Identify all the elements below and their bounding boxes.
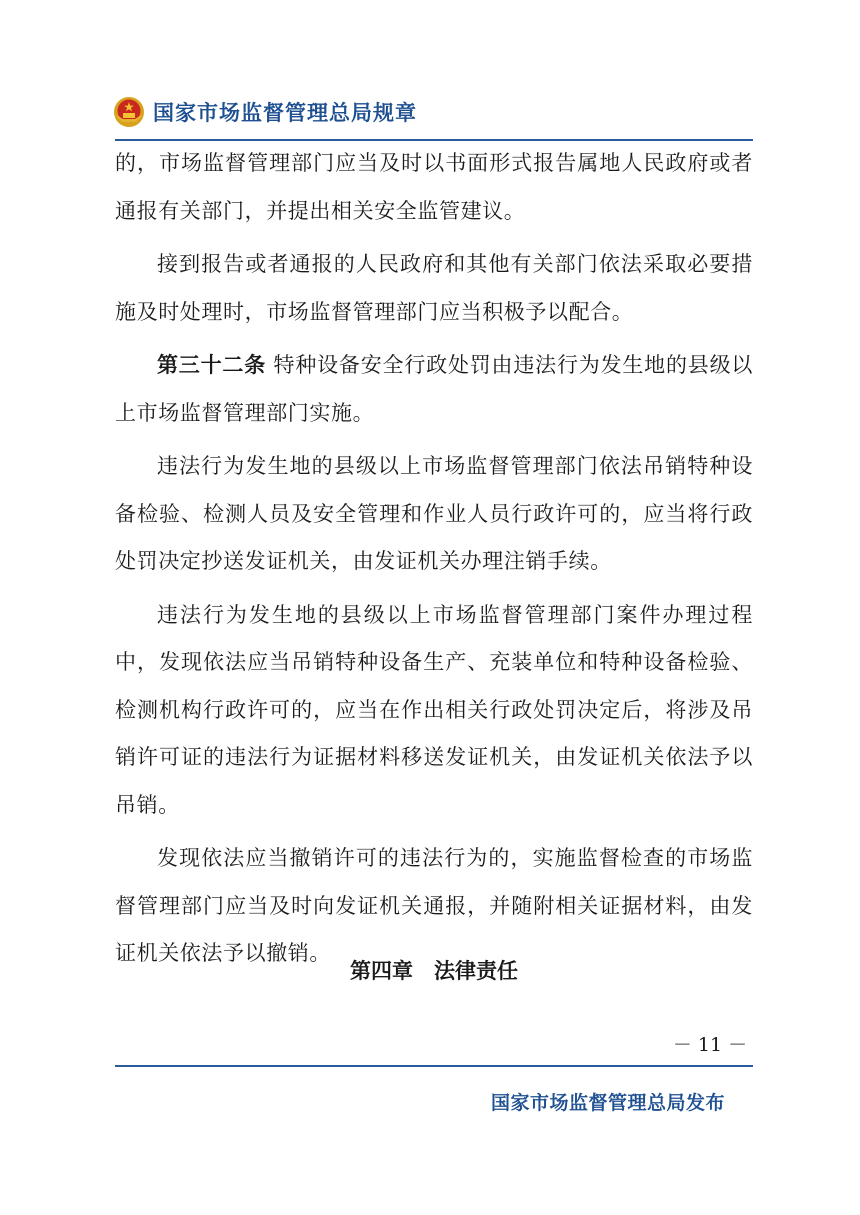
chapter-heading: 第四章 法律责任 <box>350 959 518 983</box>
article-text: 特种设备安全行政处罚由违法行为发生地的县级以上市场监督管理部门实施。 <box>115 353 753 425</box>
header-title: 国家市场监督管理总局规章 <box>153 101 417 125</box>
article-32 <box>115 342 753 437</box>
paragraph-continuation: 的，市场监督管理部门应当及时以书面形式报告属地人民政府或者通报有关部门，并提出相关安全监管建议。 <box>115 151 753 223</box>
footer-divider <box>115 1065 753 1067</box>
national-emblem-icon <box>113 96 145 128</box>
paragraph: 违法行为发生地的县级以上市场监督管理部门依法吊销特种设备检验、检测人员及安全管理和作业人员行政许可的，应当将行政处罚决定抄送发证机关，由发证机关办理注销手续。 <box>115 454 753 573</box>
document-body <box>115 140 753 984</box>
page-header <box>113 92 417 132</box>
footer-publisher: 国家市场监督管理总局发布 <box>490 1092 725 1114</box>
paragraph: 接到报告或者通报的人民政府和其他有关部门依法采取必要措施及时处理时，市场监督管理部门应当积极予以配合。 <box>115 252 753 324</box>
paragraph: 发现依法应当撤销许可的违法行为的，实施监督检查的市场监督管理部门应当及时向发证机关通报，并随附相关证据材料，由发证机关依法予以撤销。 <box>115 846 753 965</box>
paragraph: 违法行为发生地的县级以上市场监督管理部门案件办理过程中，发现依法应当吊销特种设备生产、充装单位和特种设备检验、检测机构行政许可的，应当在作出相关行政处罚决定后，将涉及吊销许可证的违法行为证据材料移送发证机关，由发证机关依法予以吊销。 <box>115 602 753 817</box>
article-number: 第三十二条 <box>157 353 267 377</box>
page-number: － 11 － <box>672 1034 748 1056</box>
